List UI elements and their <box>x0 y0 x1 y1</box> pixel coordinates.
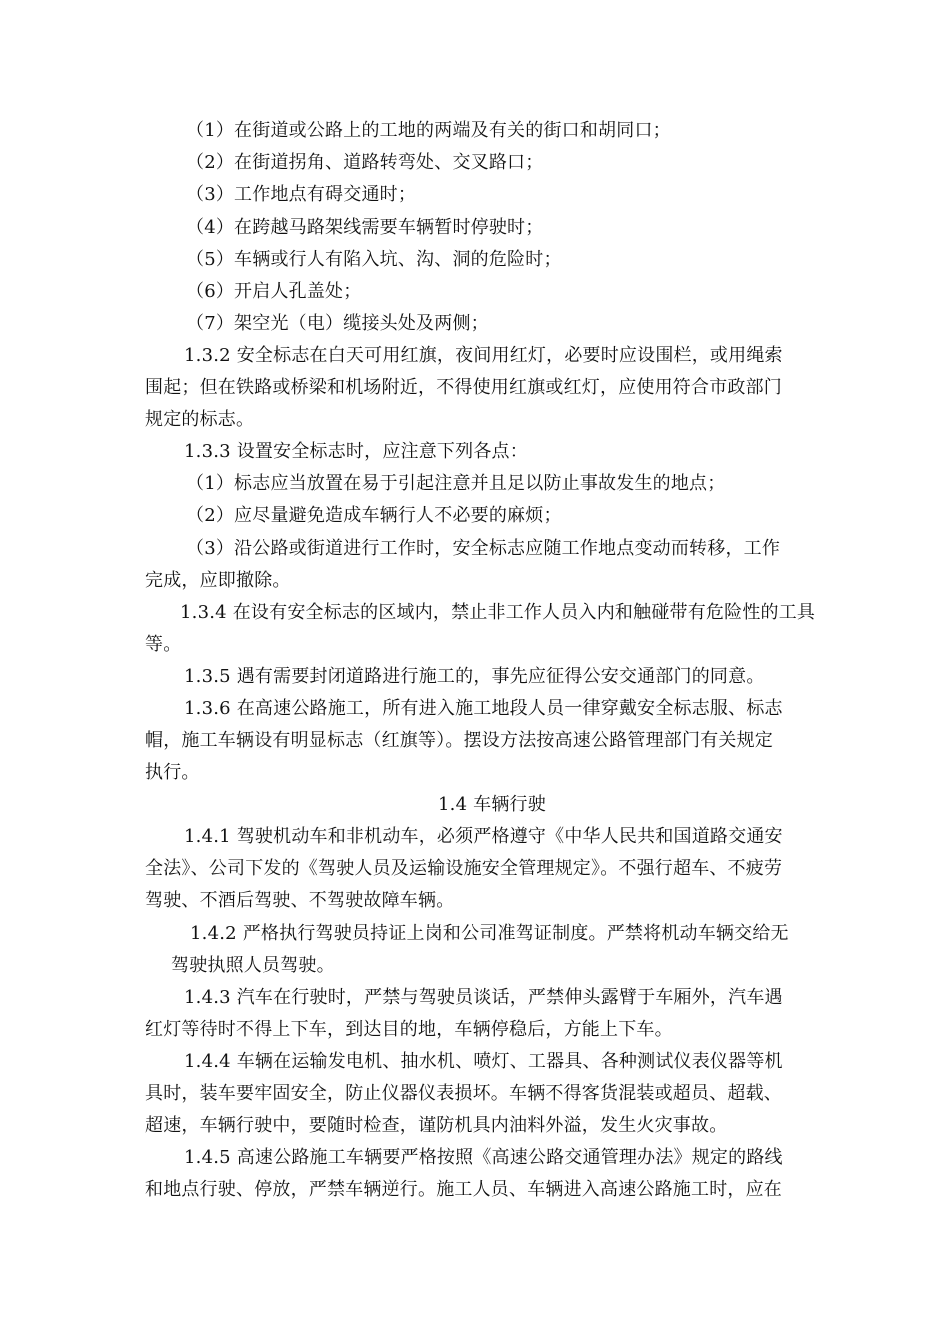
paragraph-line: 完成，应即撤除。 <box>145 570 291 591</box>
paragraph-line: 执行。 <box>145 762 200 783</box>
paragraph-line: 1.3.2 安全标志在白天可用红旗，夜间用红灯，必要时应设围栏，或用绳索 <box>184 345 783 366</box>
paragraph-line: 1.3.5 遇有需要封闭道路进行施工的，事先应征得公安交通部门的同意。 <box>184 666 765 687</box>
paragraph-line: 1.3.3 设置安全标志时，应注意下列各点： <box>184 441 528 462</box>
paragraph-line: 驾驶执照人员驾驶。 <box>171 955 335 976</box>
list-item: （2）应尽量避免造成车辆行人不必要的麻烦； <box>186 505 562 526</box>
list-item: （1）标志应当放置在易于引起注意并且足以防止事故发生的地点； <box>186 473 726 494</box>
paragraph-line: 全法》、公司下发的《驾驶人员及运输设施安全管理规定》。不强行超车、不疲劳 <box>145 858 783 879</box>
paragraph-line: 等。 <box>145 634 182 655</box>
list-item: （3）工作地点有碍交通时； <box>186 184 417 205</box>
paragraph-line: 1.4.5 高速公路施工车辆要严格按照《高速公路交通管理办法》规定的路线 <box>184 1147 783 1168</box>
paragraph-line: 1.3.6 在高速公路施工，所有进入施工地段人员一律穿戴安全标志服、标志 <box>184 698 783 719</box>
paragraph-line: 1.4.4 车辆在运输发电机、抽水机、喷灯、工器具、各种测试仪表仪器等机 <box>184 1051 783 1072</box>
paragraph-line: 规定的标志。 <box>145 409 255 430</box>
paragraph-line: 1.4.3 汽车在行驶时，严禁与驾驶员谈话，严禁伸头露臂于车厢外，汽车遇 <box>184 987 783 1008</box>
list-item: （1）在街道或公路上的工地的两端及有关的街口和胡同口； <box>186 120 671 141</box>
paragraph-line: 1.4.1 驾驶机动车和非机动车，必须严格遵守《中华人民共和国道路交通安 <box>184 826 783 847</box>
paragraph-line: 红灯等待时不得上下车，到达目的地，车辆停稳后，方能上下车。 <box>145 1019 673 1040</box>
paragraph-line: 帽，施工车辆设有明显标志（红旗等）。摆设方法按高速公路管理部门有关规定 <box>145 730 773 751</box>
list-item: （4）在跨越马路架线需要车辆暂时停驶时； <box>186 217 544 238</box>
list-item: （5）车辆或行人有陷入坑、沟、洞的危险时； <box>186 249 562 270</box>
list-item: （6）开启人孔盖处； <box>186 281 362 302</box>
list-item: （2）在街道拐角、道路转弯处、交叉路口； <box>186 152 544 173</box>
section-heading: 1.4 车辆行驶 <box>438 794 546 815</box>
paragraph-line: 围起；但在铁路或桥梁和机场附近，不得使用红旗或红灯，应使用符合市政部门 <box>145 377 782 398</box>
list-item: （3）沿公路或街道进行工作时，安全标志应随工作地点变动而转移，工作 <box>186 538 781 559</box>
paragraph-line: 1.4.2 严格执行驾驶员持证上岗和公司准驾证制度。严禁将机动车辆交给无 <box>190 923 789 944</box>
paragraph-line: 驾驶、不酒后驾驶、不驾驶故障车辆。 <box>145 890 455 911</box>
list-item: （7）架空光（电）缆接头处及两侧； <box>186 313 489 334</box>
paragraph-line: 具时，装车要牢固安全，防止仪器仪表损坏。车辆不得客货混装或超员、超载、 <box>145 1083 782 1104</box>
paragraph-line: 1.3.4 在设有安全标志的区域内，禁止非工作人员入内和触碰带有危险性的工具 <box>180 602 816 623</box>
paragraph-line: 和地点行驶、停放，严禁车辆逆行。施工人员、车辆进入高速公路施工时，应在 <box>145 1179 782 1200</box>
paragraph-line: 超速，车辆行驶中，要随时检查，谨防机具内油料外溢，发生火灾事故。 <box>145 1115 728 1136</box>
